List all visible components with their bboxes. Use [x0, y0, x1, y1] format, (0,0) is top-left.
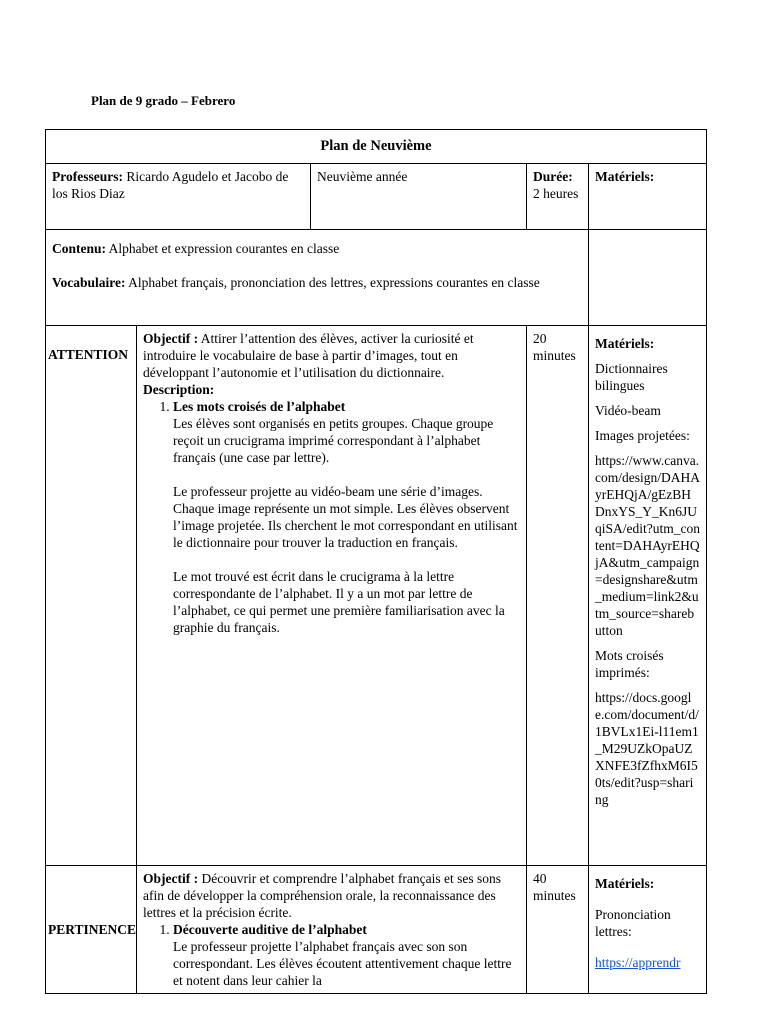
pertinence-row — [46, 866, 707, 994]
vocabulary-label: Vocabulaire: — [52, 275, 126, 290]
pertinence-duration: 40 minutes — [527, 866, 589, 994]
attention-duration: 20 minutes — [527, 326, 589, 866]
attention-steps — [143, 398, 520, 636]
attention-step-1-p2: Le professeur projette au vidéo-beam une série d’images. Chaque image représente un mot simple. Les élèves observent l’image projetée. Ils cherchent le mot correspondant en utilisant le dictionnaire pour trouver la traduction en français. — [173, 484, 518, 550]
pertinence-objective-text: Découvrir et comprendre l’alphabet français et ses sons afin de développer la compréhension orale, la reconnaissance des lettres et la précision écrite. — [143, 871, 501, 920]
duration-cell — [527, 164, 589, 230]
material-video-beam: Vidéo-beam — [595, 403, 661, 418]
materials-header: Matériels: — [589, 164, 707, 230]
pertinence-step-1-title: 1. Découverte auditive de l’alphabet — [173, 922, 367, 937]
lesson-plan-table — [45, 129, 707, 994]
pertinence-materials-cell — [589, 866, 707, 994]
content-cell — [46, 230, 589, 326]
attention-materials-label: Matériels: — [595, 336, 655, 351]
pertinence-objective — [143, 870, 520, 921]
teachers-label: Professeurs: — [52, 169, 123, 184]
vocabulary-value: Alphabet français, prononciation des lettres, expressions courantes en classe — [128, 275, 540, 290]
content-materials-cell — [589, 230, 707, 326]
document-heading: Plan de 9 grado – Febrero — [91, 93, 236, 108]
content-label: Contenu: — [52, 241, 107, 256]
grade-cell: Neuvième année — [311, 164, 527, 230]
attention-step-1-p1: Les élèves sont organisés en petits groupes. Chaque groupe reçoit un crucigrama imprimé correspondant à l’alphabet français (une case par lettre). — [173, 416, 494, 465]
title-row — [46, 130, 707, 164]
attention-step-1-title: 1. Les mots croisés de l’alphabet — [173, 399, 346, 414]
attention-objective-label: Objectif : — [143, 331, 199, 346]
material-docs-url[interactable]: https://docs.google.com/document/d/1BVLx1Ei-l11em1_M29UZkOpaUZXNFE3fZfhxM6I50ts/edit?usp=sharing — [595, 690, 699, 807]
attention-row — [46, 326, 707, 866]
pertinence-step-1 — [173, 921, 520, 989]
teachers-cell — [46, 164, 311, 230]
attention-objective — [143, 330, 520, 381]
duration-value: 2 heures — [533, 186, 579, 201]
duration-label: Durée: — [533, 169, 573, 184]
pertinence-materials-label: Matériels: — [595, 876, 655, 891]
teachers-value: Ricardo Agudelo et Jacobo de los Rios Diaz — [52, 169, 289, 201]
attention-step-1 — [173, 398, 520, 636]
material-canva-url[interactable]: https://www.canva.com/design/DAHAyrEHQjA/gEzBHDnxYS_Y_Kn6JUqiSA/edit?utm_content=DAHAyrEHQjA&utm_campaign=designshare&utm_medium=link2&utm_source=sharebutton — [595, 453, 700, 638]
material-crosswords: Mots croisés imprimés: — [595, 648, 664, 680]
table-title: Plan de Neuvième — [46, 130, 707, 164]
content-value: Alphabet et expression courantes en classe — [108, 241, 340, 256]
attention-step-1-p3: Le mot trouvé est écrit dans le crucigrama à la lettre correspondante de l’alphabet. Il y a un mot par lettre de l’alphabet, ce qui permet une première familiarisation avec la graphie du français. — [173, 569, 505, 635]
content-row — [46, 230, 707, 326]
material-projected-images: Images projetées: — [595, 428, 690, 443]
pertinence-step-1-p1: Le professeur projette l’alphabet français avec son son correspondant. Les élèves écoutent attentivement chaque lettre et notent dans leur cahier la — [173, 939, 512, 988]
attention-materials-cell — [589, 326, 707, 866]
pertinence-label: PERTINENCE — [46, 866, 137, 994]
header-row — [46, 164, 707, 230]
attention-objective-text: Attirer l’attention des élèves, activer la curiosité et introduire le vocabulaire de base à partir d’images, tout en développant l’autonomie et l’utilisation du dictionnaire. — [143, 331, 474, 380]
material-pronunciation: Prononciation lettres: — [595, 907, 671, 939]
attention-description-cell — [137, 326, 527, 866]
pertinence-objective-label: Objectif : — [143, 871, 199, 886]
material-dictionaries: Dictionnaires bilingues — [595, 361, 668, 393]
attention-label: ATTENTION — [46, 326, 137, 866]
pertinence-steps — [143, 921, 520, 989]
pronunciation-link[interactable]: https://apprendr — [595, 955, 681, 970]
pertinence-description-cell — [137, 866, 527, 994]
attention-description-label: Description: — [143, 382, 215, 397]
